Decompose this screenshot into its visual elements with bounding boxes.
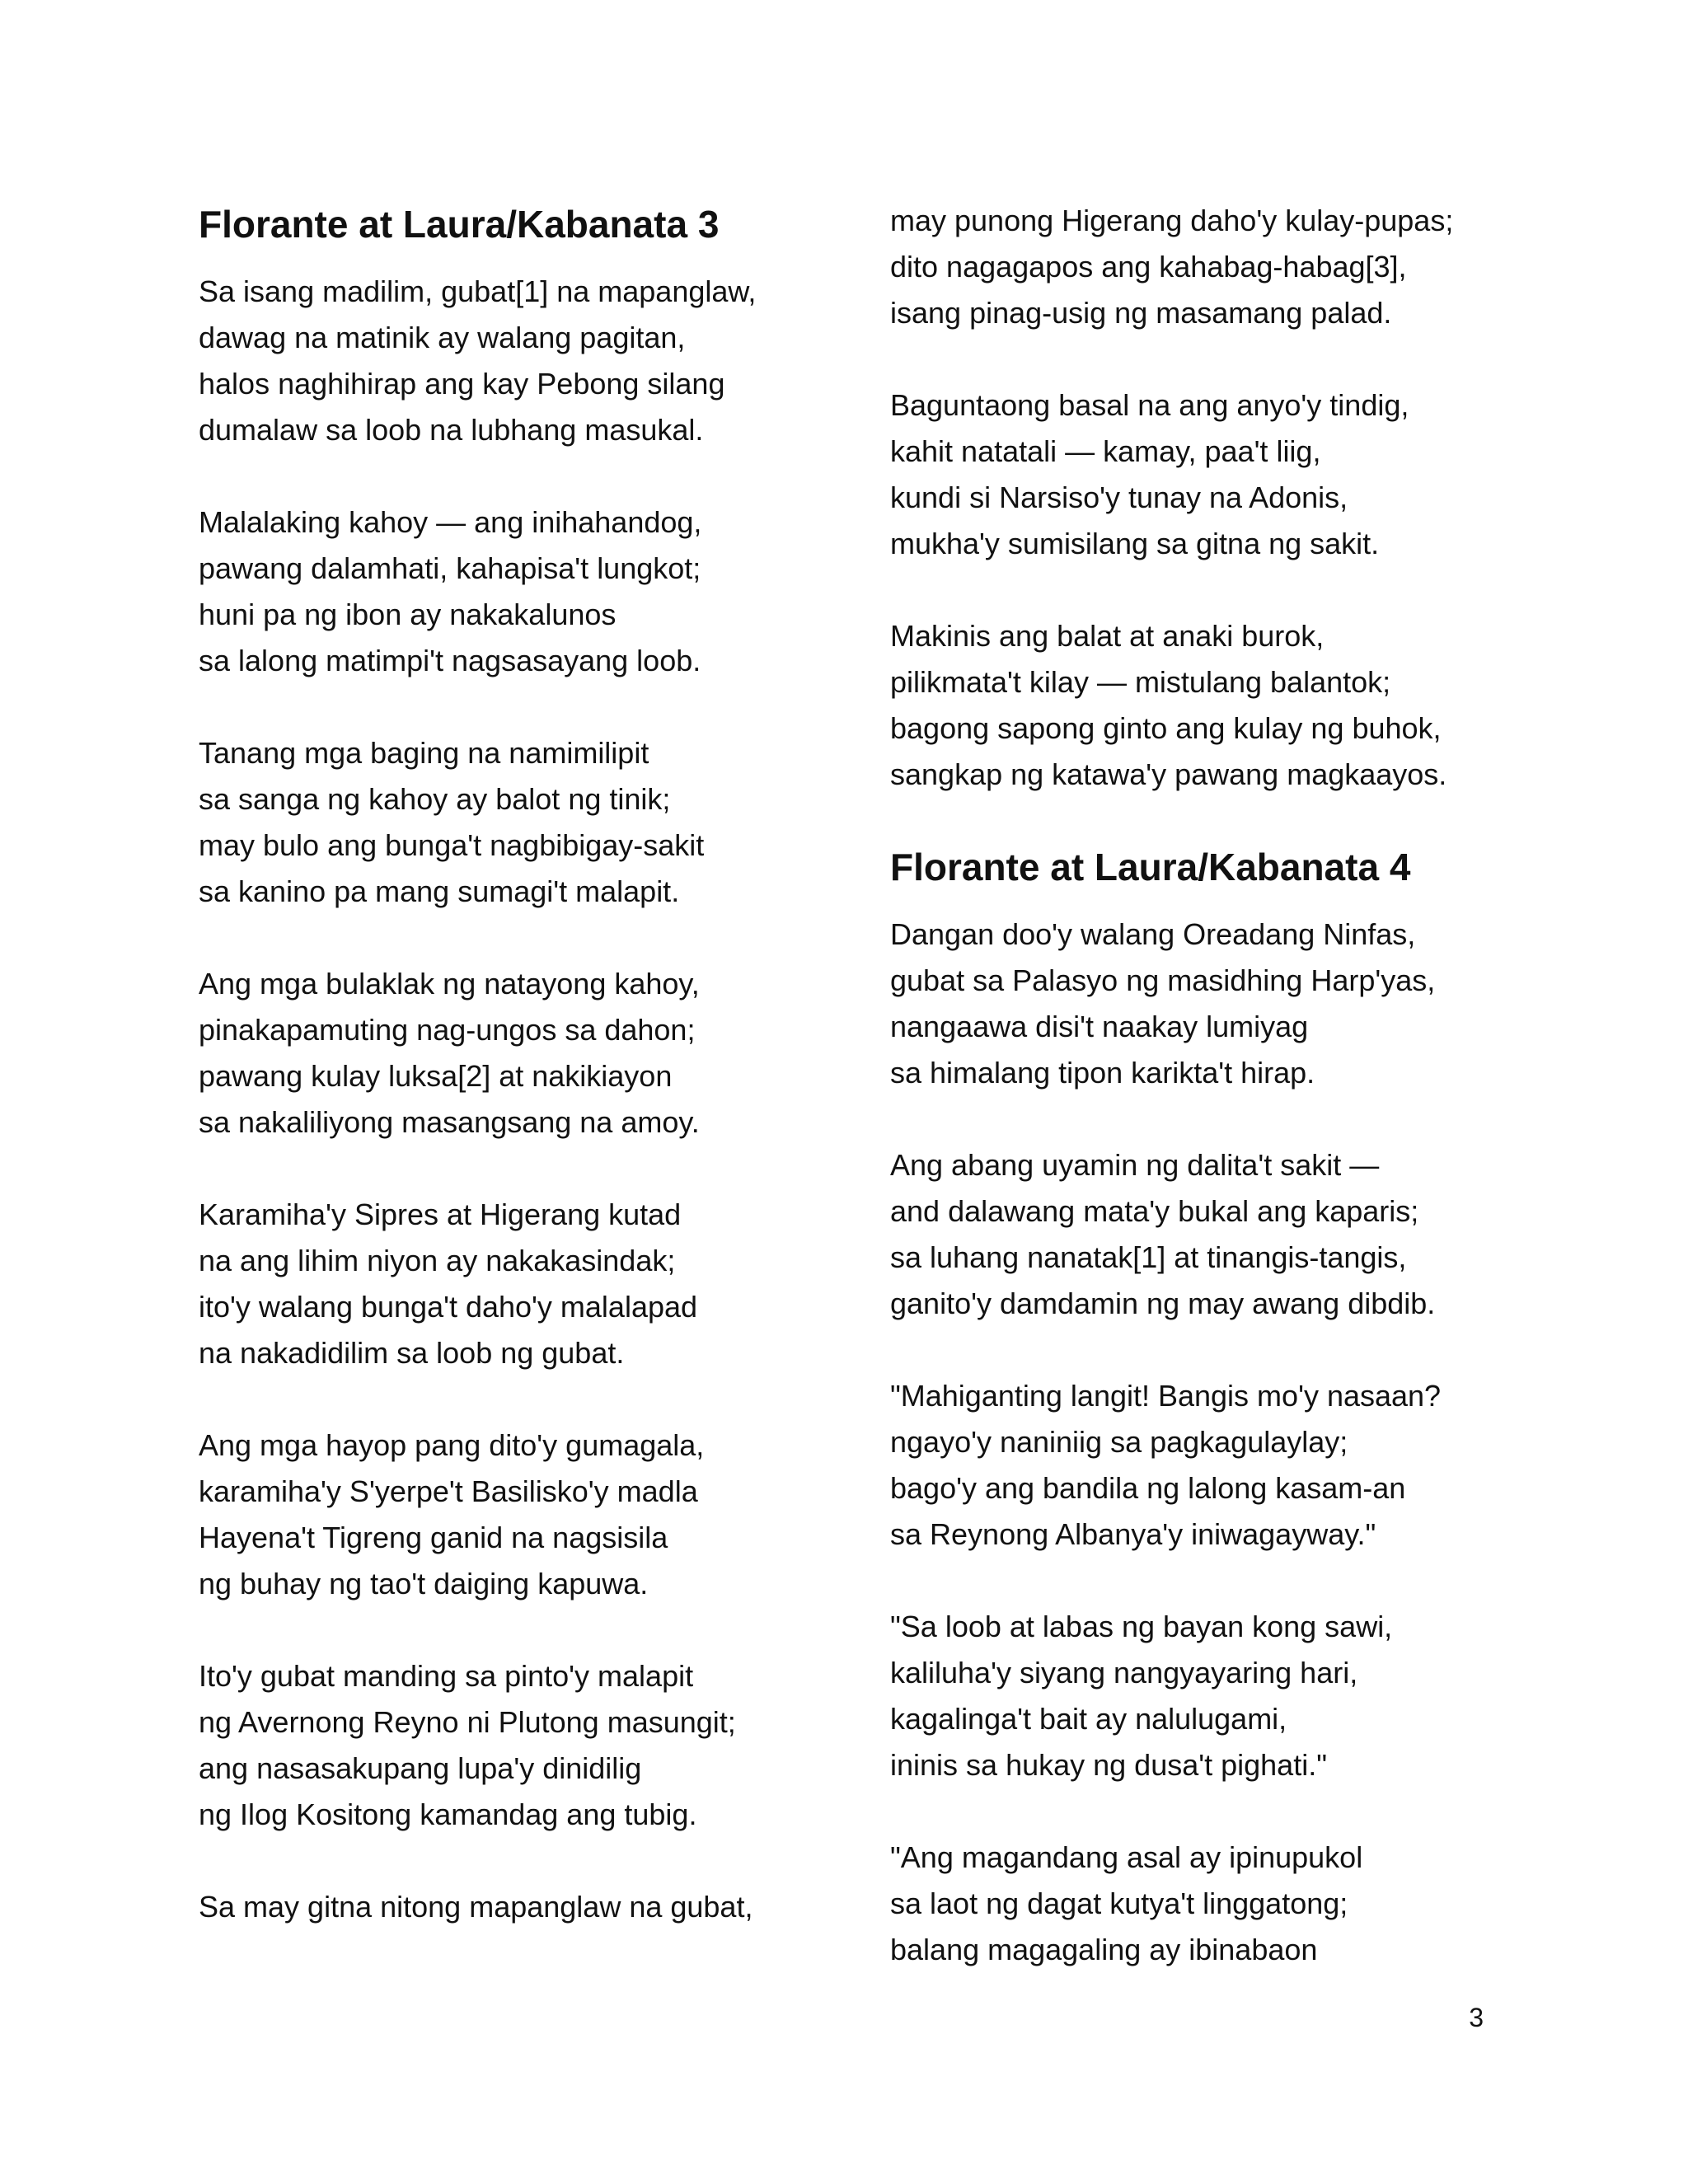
verse-line: Ang mga bulaklak ng natayong kahoy, <box>199 967 700 1001</box>
stanza <box>199 730 907 915</box>
verse-line: na ang lihim niyon ay nakakasindak; <box>199 1244 676 1277</box>
stanza <box>890 1604 1599 1788</box>
verse-line: "Ang magandang asal ay ipinupukol <box>890 1840 1363 1874</box>
verse-line: ganito'y damdamin ng may awang dibdib. <box>890 1286 1436 1320</box>
verse-line: sa sanga ng kahoy ay balot ng tinik; <box>199 782 671 816</box>
verse-line: Karamiha'y Sipres at Higerang kutad <box>199 1197 682 1231</box>
stanza <box>890 198 1599 336</box>
left-column <box>199 198 907 1976</box>
verse-line: isang pinag-usig ng masamang palad. <box>890 296 1392 330</box>
verse-line: ito'y walang bunga't daho'y malalapad <box>199 1290 698 1324</box>
page-number: 3 <box>1469 2003 1484 2032</box>
verse-line: kaliluha'y siyang nangyayaring hari, <box>890 1656 1358 1690</box>
right-column <box>890 198 1599 2019</box>
verse-line: Dangan doo'y walang Oreadang Ninfas, <box>890 917 1416 951</box>
stanza <box>199 269 907 453</box>
stanza <box>890 1142 1599 1327</box>
verse-line: pinakapamuting nag-ungos sa dahon; <box>199 1013 696 1047</box>
verse-line: ng Ilog Kositong kamandag ang tubig. <box>199 1797 697 1831</box>
stanza <box>199 1192 907 1376</box>
right-stanzas-before <box>890 198 1599 798</box>
verse-line: halos naghihirap ang kay Pebong silang <box>199 367 725 401</box>
verse-line: Tanang mga baging na namimilipit <box>199 736 649 770</box>
stanza <box>890 1835 1599 1973</box>
verse-line: pilikmata't kilay — mistulang balantok; <box>890 665 1391 699</box>
verse-line: ng buhay ng tao't daiging kapuwa. <box>199 1567 649 1601</box>
verse-line: kahit natatali — kamay, paa't liig, <box>890 434 1321 468</box>
chapter-heading-3: Florante at Laura/Kabanata 3 <box>199 203 720 246</box>
verse-line: Malalaking kahoy — ang inihahandog, <box>199 505 702 539</box>
stanza <box>890 613 1599 798</box>
verse-line: na nakadidilim sa loob ng gubat. <box>199 1336 625 1370</box>
verse-line: may bulo ang bunga't nagbibigay-sakit <box>199 828 705 862</box>
verse-line: "Mahiganting langit! Bangis mo'y nasaan? <box>890 1379 1442 1413</box>
verse-line: huni pa ng ibon ay nakakalunos <box>199 598 617 631</box>
verse-line: Makinis ang balat at anaki burok, <box>890 619 1325 653</box>
verse-line: "Sa loob at labas ng bayan kong sawi, <box>890 1610 1393 1643</box>
stanza <box>199 499 907 684</box>
verse-line: sa himalang tipon karikta't hirap. <box>890 1056 1315 1090</box>
verse-line: sa luhang nanatak[1] at tinangis-tangis, <box>890 1240 1407 1274</box>
chapter-heading-4: Florante at Laura/Kabanata 4 <box>890 846 1411 888</box>
verse-line: sa nakaliliyong masangsang na amoy. <box>199 1105 700 1139</box>
verse-line: Sa may gitna nitong mapanglaw na gubat, <box>199 1890 753 1924</box>
verse-line: gubat sa Palasyo ng masidhing Harp'yas, <box>890 963 1436 997</box>
verse-line: Ang abang uyamin ng dalita't sakit — <box>890 1148 1380 1182</box>
verse-line: Ito'y gubat manding sa pinto'y malapit <box>199 1659 694 1693</box>
verse-line: pawang dalamhati, kahapisa't lungkot; <box>199 551 701 585</box>
verse-line: karamiha'y S'yerpe't Basilisko'y madla <box>199 1474 698 1508</box>
verse-line: nangaawa disi't naakay lumiyag <box>890 1010 1309 1043</box>
verse-line: ang nasasakupang lupa'y dinidilig <box>199 1751 642 1785</box>
verse-line: dumalaw sa loob na lubhang masukal. <box>199 413 704 447</box>
verse-line: sangkap ng katawa'y pawang magkaayos. <box>890 757 1447 791</box>
stanza <box>890 1373 1599 1558</box>
verse-line: sa laot ng dagat kutya't linggatong; <box>890 1886 1348 1920</box>
right-stanzas-after <box>890 912 1599 1973</box>
verse-line: and dalawang mata'y bukal ang kaparis; <box>890 1194 1419 1228</box>
verse-line: Hayena't Tigreng ganid na nagsisila <box>199 1521 668 1554</box>
verse-line: pawang kulay luksa[2] at nakikiayon <box>199 1059 673 1093</box>
verse-line: ng Avernong Reyno ni Plutong masungit; <box>199 1705 736 1739</box>
stanza <box>199 961 907 1146</box>
verse-line: sa kanino pa mang sumagi't malapit. <box>199 874 680 908</box>
verse-line: balang magagaling ay ibinabaon <box>890 1933 1318 1966</box>
verse-line: mukha'y sumisilang sa gitna ng sakit. <box>890 527 1380 560</box>
stanza <box>199 1653 907 1838</box>
verse-line: bago'y ang bandila ng lalong kasam-an <box>890 1471 1406 1505</box>
verse-line: dawag na matinik ay walang pagitan, <box>199 321 686 354</box>
stanza <box>890 382 1599 567</box>
verse-line: Sa isang madilim, gubat[1] na mapanglaw, <box>199 274 757 308</box>
verse-line: may punong Higerang daho'y kulay-pupas; <box>890 204 1454 237</box>
verse-line: Baguntaong basal na ang anyo'y tindig, <box>890 388 1409 422</box>
verse-line: ngayo'y naniniig sa pagkagulaylay; <box>890 1425 1348 1459</box>
verse-line: sa Reynong Albanya'y iniwagayway." <box>890 1517 1376 1551</box>
verse-line: bagong sapong ginto ang kulay ng buhok, <box>890 711 1442 745</box>
verse-line: Ang mga hayop pang dito'y gumagala, <box>199 1428 705 1462</box>
stanza <box>890 912 1599 1096</box>
verse-line: kundi si Narsiso'y tunay na Adonis, <box>890 480 1348 514</box>
stanza <box>199 1422 907 1607</box>
stanza <box>199 1884 907 1930</box>
verse-line: ininis sa hukay ng dusa't pighati." <box>890 1748 1327 1782</box>
verse-line: kagalinga't bait ay nalulugami, <box>890 1702 1287 1736</box>
verse-line: sa lalong matimpi't nagsasayang loob. <box>199 644 701 677</box>
left-stanzas <box>199 269 907 1930</box>
verse-line: dito nagagapos ang kahabag-habag[3], <box>890 250 1407 284</box>
